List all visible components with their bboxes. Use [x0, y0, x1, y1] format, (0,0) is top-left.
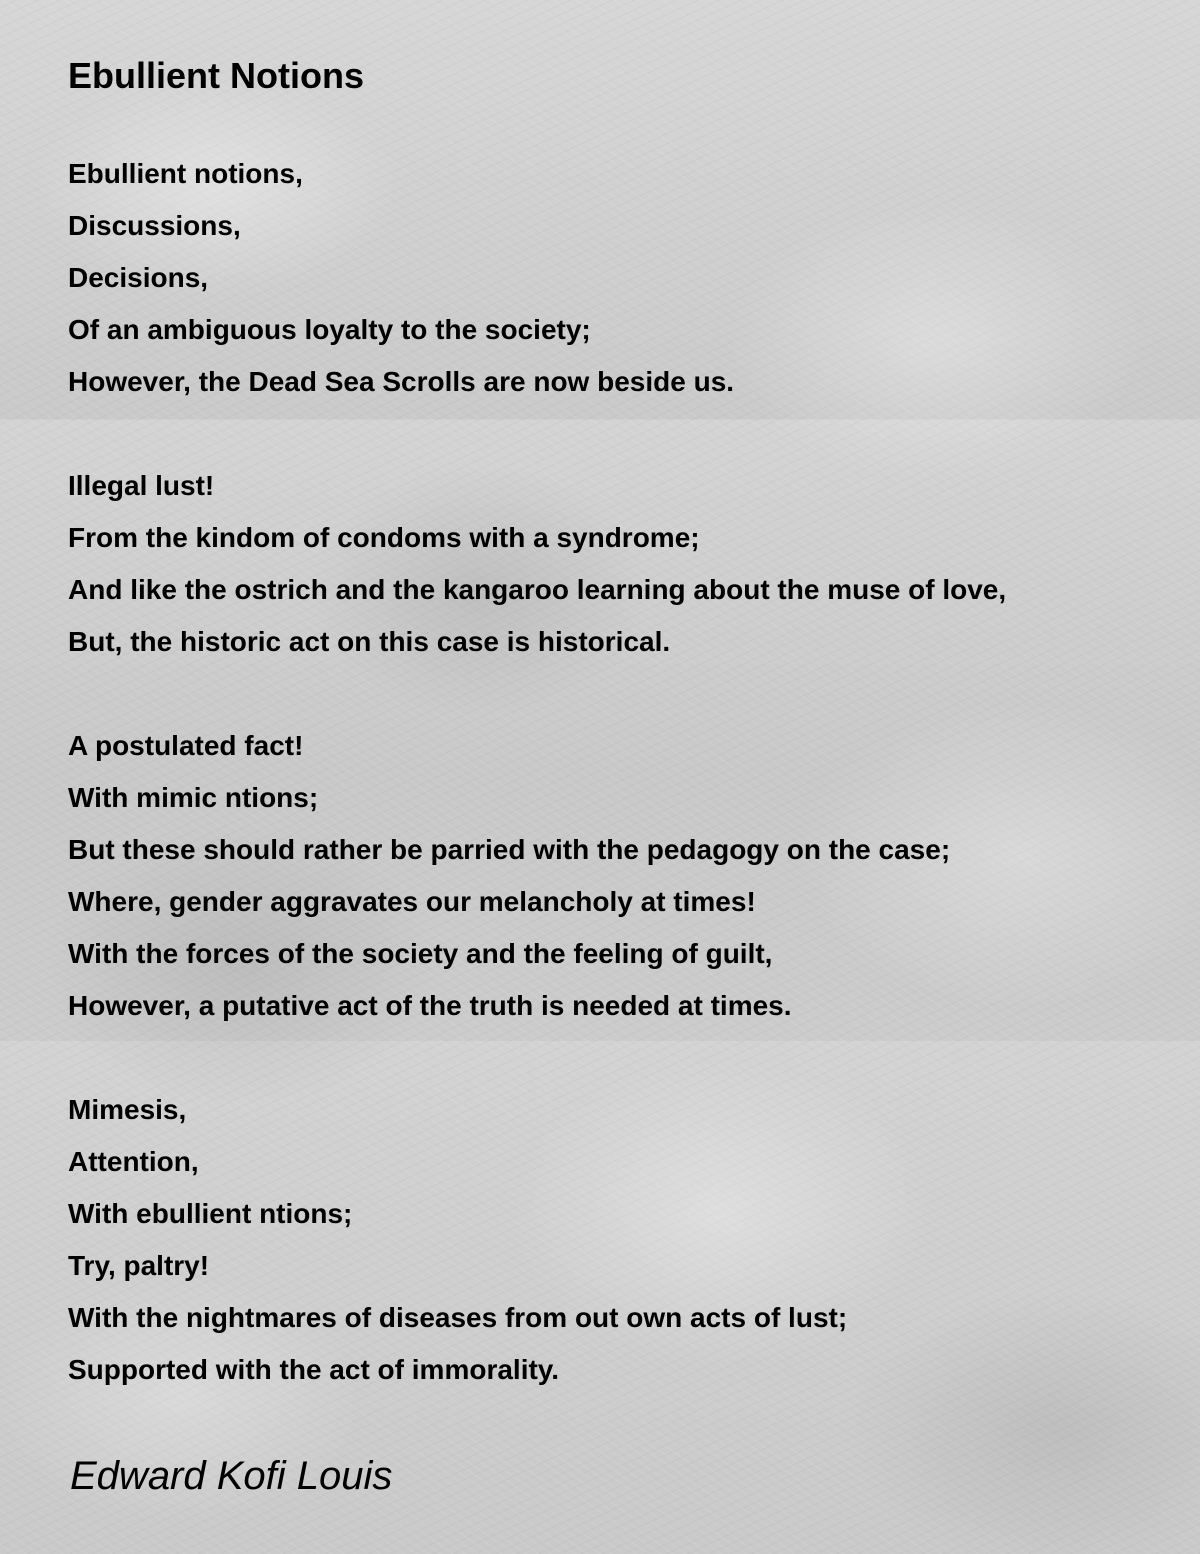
poem-author: Edward Kofi Louis — [70, 1454, 393, 1498]
stanza-4 — [68, 1084, 1180, 1396]
poem-line: Supported with the act of immorality. — [68, 1354, 560, 1385]
poem-line: Discussions, — [68, 210, 241, 241]
poem-line: Mimesis, — [68, 1094, 187, 1125]
poem-line: With the forces of the society and the feeling of guilt, — [68, 938, 773, 969]
poem-line: Of an ambiguous loyalty to the society; — [68, 314, 591, 345]
poem-line: And like the ostrich and the kangaroo learning about the muse of love, — [68, 574, 1007, 605]
poem-line: Illegal lust! — [68, 470, 215, 501]
poem-line: Where, gender aggravates our melancholy at times! — [68, 886, 756, 917]
poem-line: Decisions, — [68, 262, 209, 293]
poem-line: With ebullient ntions; — [68, 1198, 353, 1229]
poem-line: Attention, — [68, 1146, 199, 1177]
poem-page — [68, 52, 1180, 1448]
poem-line: A postulated fact! — [68, 730, 304, 761]
poem-line: But, the historic act on this case is historical. — [68, 626, 671, 657]
poem-line: However, the Dead Sea Scrolls are now beside us. — [68, 366, 735, 397]
stanza-1 — [68, 148, 1180, 408]
poem-line: Try, paltry! — [68, 1250, 210, 1281]
poem-line: With mimic ntions; — [68, 782, 319, 813]
poem-line: From the kindom of condoms with a syndrome; — [68, 522, 700, 553]
poem-line: However, a putative act of the truth is needed at times. — [68, 990, 792, 1021]
poem-line: But these should rather be parried with the pedagogy on the case; — [68, 834, 951, 865]
poem-line: Ebullient notions, — [68, 158, 303, 189]
poem-title: Ebullient Notions — [68, 55, 364, 96]
stanza-2 — [68, 460, 1180, 668]
stanza-3 — [68, 720, 1180, 1032]
poem-line: With the nightmares of diseases from out own acts of lust; — [68, 1302, 848, 1333]
